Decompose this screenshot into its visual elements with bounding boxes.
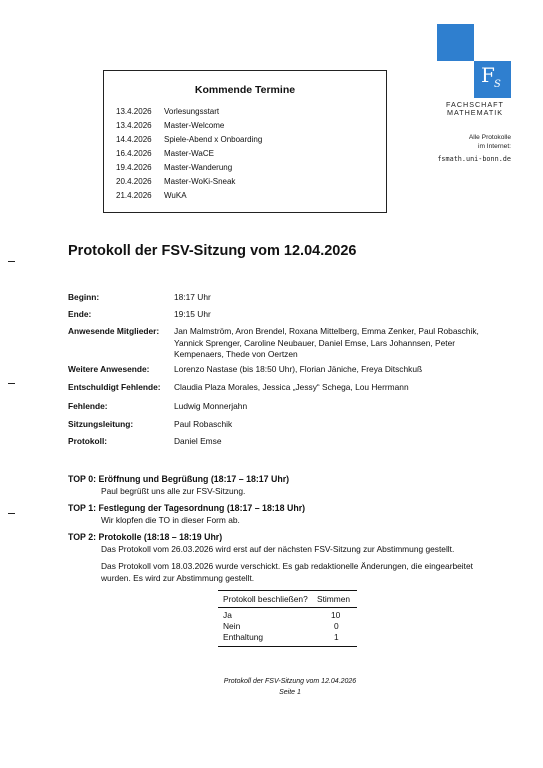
website-link[interactable]: fsmath.uni-bonn.de (437, 155, 511, 163)
footer-title: Protokoll der FSV-Sitzung vom 12.04.2026 (223, 678, 357, 685)
event-date: 21.4.2026 (116, 191, 152, 200)
top-paragraph: Das Protokoll vom 26.03.2026 wird erst auf der nächsten FSV-Sitzung zur Abstimmung gestellt. (101, 544, 455, 554)
event-date: 20.4.2026 (116, 177, 152, 186)
meta-value: Claudia Plaza Morales, Jessica „Jessy“ Schega, Lou Herrmann (174, 382, 409, 392)
vote-count: 0 (334, 621, 339, 631)
margin-mark (8, 513, 15, 514)
online-note-line: Alle Protokolle (468, 134, 511, 141)
event-name: Master-WaCE (164, 149, 214, 158)
vote-count: 1 (334, 632, 339, 642)
meta-label: Beginn: (68, 292, 100, 302)
event-name: Master-Welcome (164, 121, 225, 130)
meta-label: Fehlende: (68, 401, 108, 411)
logo-square (437, 24, 474, 61)
event-name: Master-Wanderung (164, 163, 233, 172)
upcoming-events-box (103, 70, 387, 213)
meta-label: Entschuldigt Fehlende: (68, 382, 161, 392)
meta-label: Sitzungsleitung: (68, 419, 134, 429)
meta-value: Lorenzo Nastase (bis 18:50 Uhr), Florian Jäniche, Freya Ditschkuß (174, 364, 423, 374)
vote-option: Enthaltung (223, 632, 264, 642)
event-row (116, 163, 232, 172)
fachschaft-logo (437, 24, 512, 99)
vote-count: 10 (331, 610, 341, 620)
event-name: Master-WoKi-Sneak (164, 177, 236, 186)
meta-label: Anwesende Mitglieder: (68, 326, 160, 336)
logo-glyph-sub: S (494, 79, 501, 90)
event-date: 13.4.2026 (116, 121, 152, 130)
event-row (116, 107, 219, 116)
top-paragraph: Das Protokoll vom 18.03.2026 wurde verschickt. Es gab redaktionelle Änderungen, die eingearbeitet wurden. Es wird zur Abstimmung gestellt. (101, 561, 473, 583)
logo-text-line: MATHEMATIK (446, 108, 504, 118)
vote-option: Nein (223, 621, 241, 631)
page-title: Protokoll der FSV-Sitzung vom 12.04.2026 (68, 243, 357, 259)
table-rule (218, 590, 357, 591)
top-heading: TOP 2: Protokolle (18:18 – 18:19 Uhr) (68, 532, 223, 542)
table-rule (218, 607, 357, 608)
meta-value: Daniel Emse (174, 436, 222, 446)
event-row (116, 191, 187, 200)
meta-label: Protokoll: (68, 436, 108, 446)
table-header-cell: Protokoll beschließen? (223, 594, 308, 604)
meta-label: Ende: (68, 309, 92, 319)
top-paragraph: Wir klopfen die TO in dieser Form ab. (101, 515, 240, 525)
event-date: 19.4.2026 (116, 163, 152, 172)
event-row (116, 121, 224, 130)
event-row (116, 149, 214, 158)
page-footer (150, 676, 430, 698)
table-rule (218, 646, 357, 647)
vote-option: Ja (223, 610, 232, 620)
event-name: Spiele-Abend x Onboarding (164, 135, 263, 144)
event-row (116, 177, 235, 186)
event-row (116, 135, 262, 144)
margin-mark (8, 261, 15, 262)
meta-value: Jan Malmström, Aron Brendel, Roxana Mittelberg, Emma Zenker, Paul Robaschik, Yannick Sprenger, Caroline Neubauer, Daniel Emse, Lars Johannsen, Peter Kempenaers, Thede von Oertzen (174, 326, 479, 360)
meta-value: 19:15 Uhr (174, 309, 211, 319)
meta-label: Weitere Anwesende: (68, 364, 150, 374)
logo-text-line: FACHSCHAFT (446, 100, 504, 109)
online-note-line: im Internet: (478, 142, 511, 150)
meta-value: Ludwig Monnerjahn (174, 401, 248, 411)
event-name: WuKA (164, 191, 187, 200)
logo-glyph: F (481, 63, 495, 87)
page-number: Seite 1 (279, 689, 301, 696)
margin-mark (8, 383, 15, 384)
top-heading: TOP 1: Festlegung der Tagesordnung (18:17 – 18:18 Uhr) (68, 503, 306, 513)
event-date: 16.4.2026 (116, 149, 152, 158)
event-name: Vorlesungsstart (164, 107, 220, 116)
logo-text (436, 101, 514, 117)
event-date: 14.4.2026 (116, 135, 152, 144)
events-title: Kommende Termine (194, 84, 296, 96)
top-paragraph: Paul begrüßt uns alle zur FSV-Sitzung. (101, 486, 246, 496)
table-header-cell: Stimmen (317, 594, 351, 604)
meta-value: Paul Robaschik (174, 419, 233, 429)
online-note (430, 134, 511, 151)
top-heading: TOP 0: Eröffnung und Begrüßung (18:17 – 18:17 Uhr) (68, 474, 290, 484)
meta-value: 18:17 Uhr (174, 292, 211, 302)
event-date: 13.4.2026 (116, 107, 152, 116)
